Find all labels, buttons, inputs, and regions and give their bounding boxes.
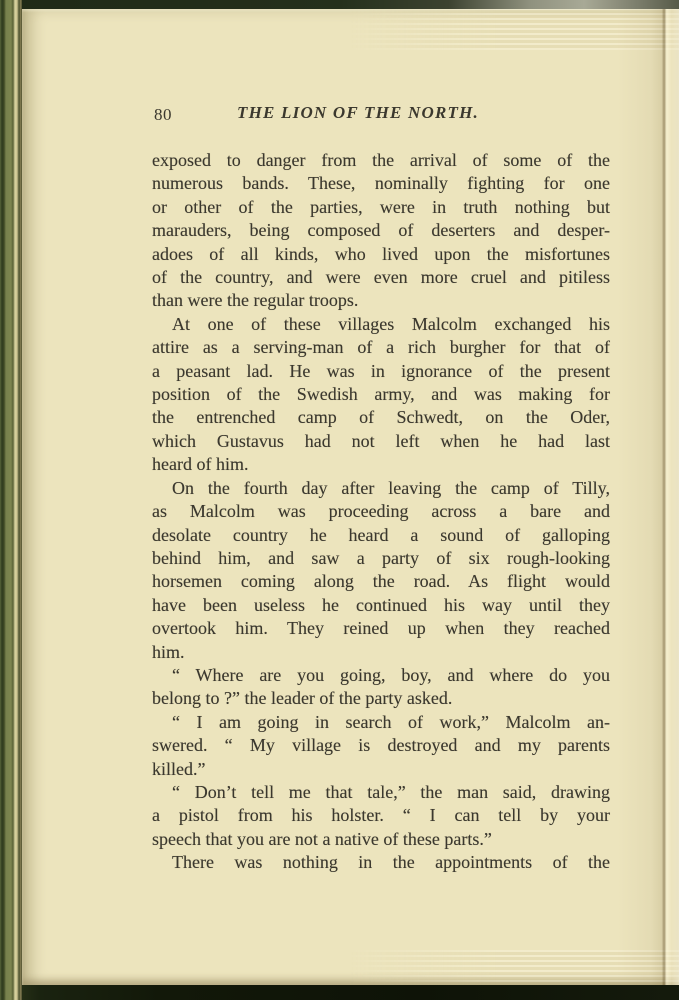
text-line: position of the Swedish army, and was making for [152, 384, 610, 405]
text-line: adoes of all kinds, who lived upon the misfortunes [152, 243, 610, 264]
text-line: numerous bands. These, nominally fighting for one [152, 173, 610, 194]
running-title: THE LION OF THE NORTH. [237, 103, 479, 122]
paragraph [152, 781, 610, 851]
paragraph [152, 149, 610, 313]
paragraph [152, 711, 610, 781]
text-line: “ Where are you going, boy, and where do you [172, 664, 610, 685]
paragraph [152, 313, 610, 477]
text-line: heard of him. [152, 454, 249, 475]
text-line: or other of the parties, were in truth nothing but [152, 196, 610, 217]
text-line: exposed to danger from the arrival of some of the [152, 150, 610, 170]
book-cover-top-band [0, 0, 679, 9]
text-line: On the fourth day after leaving the camp of Tilly, [172, 477, 610, 498]
text-line: marauders, being composed of deserters and desper- [152, 220, 610, 241]
book-binding-left [0, 0, 22, 1000]
text-line: as Malcolm was proceeding across a bare and [152, 501, 610, 522]
text-line: of the country, and were even more cruel and pitiless [152, 267, 610, 288]
text-line: him. [152, 641, 185, 662]
text-line: There was nothing in the appointments of the [172, 852, 610, 873]
page-number: 80 [154, 105, 172, 124]
text-line: overtook him. They reined up when they reached [152, 618, 610, 639]
text-line: At one of these villages Malcolm exchanged his [172, 313, 610, 334]
text-line: attire as a serving-man of a rich burgher for that of [152, 337, 610, 358]
text-line: a pistol from his holster. “ I can tell by your [152, 805, 610, 826]
paragraph [152, 477, 610, 664]
text-line: “ I am going in search of work,” Malcolm an- [172, 711, 610, 732]
text-line: behind him, and saw a party of six rough-looking [152, 547, 610, 568]
page [22, 8, 679, 986]
text-line: horsemen coming along the road. As flight would [152, 571, 610, 592]
text-line: than were the regular troops. [152, 290, 359, 311]
text-line: desolate country he heard a sound of galloping [152, 524, 610, 545]
text-line: belong to ?” the leader of the party asked. [152, 688, 453, 709]
page-header [152, 103, 610, 127]
paragraph [152, 664, 610, 711]
text-line: the entrenched camp of Schwedt, on the Oder, [152, 407, 610, 428]
text-line: which Gustavus had not left when he had last [152, 430, 610, 451]
text-line: a peasant lad. He was in ignorance of the present [152, 360, 610, 381]
text-line: killed.” [152, 758, 206, 779]
book-cover-bottom-band [0, 985, 679, 1000]
text-line: have been useless he continued his way until they [152, 594, 610, 615]
text-column [152, 149, 610, 875]
right-page-edges [617, 8, 679, 986]
text-line: “ Don’t tell me that tale,” the man said, drawing [172, 781, 610, 802]
paragraph [152, 851, 610, 874]
text-line: speech that you are not a native of these parts.” [152, 828, 492, 849]
text-line: swered. “ My village is destroyed and my parents [152, 735, 610, 756]
